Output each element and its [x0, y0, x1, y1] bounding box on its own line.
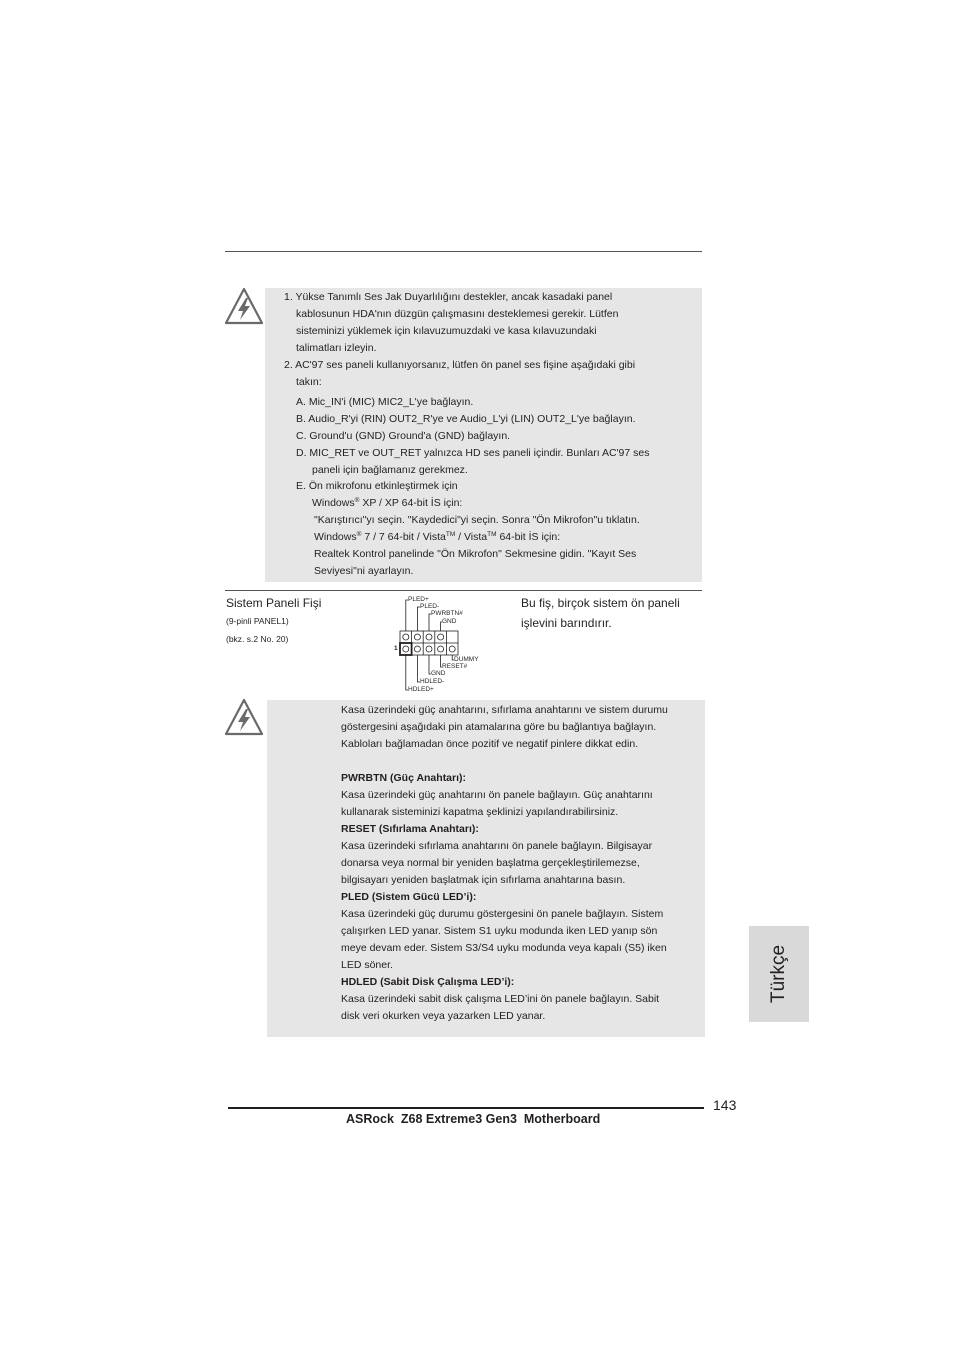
section-rule [225, 590, 702, 591]
note-line: kablosunun HDA'nın düzgün çalışmasını desteklemesi gerekir. Lütfen [296, 308, 619, 320]
header-id: (9-pinli PANEL1) [226, 616, 289, 626]
section-description: Bu fiş, birçok sistem ön paneli [521, 596, 680, 610]
note-line: B. Audio_R'yi (RIN) OUT2_R'ye ve Audio_L'yi (LIN) OUT2_L'ye bağlayın. [296, 413, 636, 425]
page-reference: (bkz. s.2 No. 20) [226, 634, 289, 644]
note-line: paneli için bağlamanız gerekmez. [312, 464, 468, 476]
pin-label-gnd-bottom: GND [431, 670, 446, 677]
product-name: ASRock Z68 Extreme3 Gen3 Motherboard [346, 1112, 601, 1126]
reset-heading: RESET (Sıfırlama Anahtarı): [341, 823, 479, 835]
note-line: A. Mic_IN'i (MIC) MIC2_L'ye bağlayın. [296, 396, 474, 408]
reset-line: donarsa veya normal bir yeniden başlatma gerçekleştirilemezse, [341, 857, 640, 869]
hdled-heading: HDLED (Sabit Disk Çalışma LED’i): [341, 976, 515, 988]
pin-label-hdled-minus: HDLED- [420, 678, 445, 685]
realtek-instruction: Seviyesi"ni ayarlayın. [314, 565, 414, 577]
intro-line: Kabloları bağlamadan önce pozitif ve negatif pinlere dikkat edin. [341, 738, 639, 750]
realtek-instruction: Realtek Kontrol panelinde "Ön Mikrofon" Sekmesine gidin. "Kayıt Ses [314, 548, 637, 560]
pwrbtn-line: kullanarak sisteminizi kapatma şeklinizi yapılandırabilirsiniz. [341, 806, 619, 818]
os-variant: / Vista [455, 531, 488, 543]
top-rule [225, 251, 702, 252]
note-line: C. Ground'u (GND) Ground'a (GND) bağlayın. [296, 430, 511, 442]
windows-xp-line [312, 497, 462, 510]
os-name: Windows [312, 497, 355, 509]
pled-line: Kasa üzerindeki güç durumu göstergesini ön panele bağlayın. Sistem [341, 908, 664, 920]
page-number: 143 [713, 1097, 737, 1113]
registered-mark: ® [356, 531, 362, 538]
hdled-line: disk veri okurken veya yazarken LED yanar. [341, 1010, 546, 1022]
footer-rule [228, 1107, 704, 1109]
pled-line: LED söner. [341, 959, 393, 971]
windows-7-line [314, 531, 560, 544]
pin-label-pled-minus: PLED- [420, 603, 440, 610]
trademark-mark: TM [445, 531, 456, 538]
os-name: Windows [314, 531, 357, 543]
pled-heading: PLED (Sistem Gücü LED’i): [341, 891, 477, 903]
pin-label-pled-plus: PLED+ [408, 596, 429, 603]
warning-icon [224, 698, 264, 736]
section-title: Sistem Paneli Fişi [226, 596, 322, 610]
hdled-line: Kasa üzerindeki sabit disk çalışma LED’ini ön panele bağlayın. Sabit [341, 993, 660, 1005]
pled-line: meye devam eder. Sistem S3/S4 uyku modunda veya kapalı (S5) iken [341, 942, 667, 954]
note-line: D. MIC_RET ve OUT_RET yalnızca HD ses paneli içindir. Bunları AC'97 ses [296, 447, 650, 459]
pin-label-hdled-plus: HDLED+ [408, 686, 434, 693]
section-description: işlevini barındırır. [521, 616, 612, 630]
trademark-mark: TM [487, 531, 497, 538]
pin-one-marker: 1 [394, 645, 398, 652]
registered-mark: ® [354, 497, 360, 504]
spacer [341, 753, 696, 770]
pin-label-reset: RESET# [442, 663, 468, 670]
pwrbtn-heading: PWRBTN (Güç Anahtarı): [341, 772, 467, 784]
pin-label-gnd-top: GND [442, 618, 457, 625]
pwrbtn-line: Kasa üzerindeki güç anahtarını ön panele bağlayın. Güç anahtarını [341, 789, 653, 801]
pin-label-pwrbtn: PWRBTN# [431, 610, 463, 617]
note-line: talimatları izleyin. [296, 342, 377, 354]
reset-line: Kasa üzerindeki sıfırlama anahtarını ön panele bağlayın. Bilgisayar [341, 840, 653, 852]
note-line: E. Ön mikrofonu etkinleştirmek için [296, 480, 458, 492]
os-variant: 64-bit İS için: [496, 531, 561, 543]
note-line: 1. Yükse Tanımlı Ses Jak Duyarlılığını destekler, ancak kasadaki panel [284, 291, 613, 303]
mixer-instruction: "Karıştırıcı"yı seçin. "Kaydedici"yi seçin. Sonra "Ön Mikrofon"u tıklatın. [314, 514, 640, 526]
intro-line: göstergesini aşağıdaki pin atamalarına göre bu bağlantıya bağlayın. [341, 721, 657, 733]
note-line: takın: [296, 376, 322, 388]
note-line: sisteminizi yüklemek için kılavuzumuzdaki ve kasa kılavuzundaki [296, 325, 597, 337]
warning-icon [224, 287, 264, 325]
language-tab-label: Türkçe [768, 944, 789, 1004]
os-variant: 7 / 7 64-bit / Vista [361, 531, 446, 543]
pled-line: çalışırken LED yanar. Sistem S1 uyku modunda iken LED yanıp sön [341, 925, 658, 937]
pin-label-dummy: DUMMY [454, 656, 479, 663]
language-tab[interactable] [749, 926, 809, 1022]
os-variant: XP / XP 64-bit İS için: [359, 497, 463, 509]
note-line: 2. AC'97 ses paneli kullanıyorsanız, lütfen ön panel ses fişine aşağıdaki gibi [284, 359, 636, 371]
panel-header-diagram [394, 594, 484, 694]
panel-note-text [341, 702, 696, 1025]
intro-line: Kasa üzerindeki güç anahtarını, sıfırlama anahtarını ve sistem durumu [341, 704, 668, 716]
reset-line: bilgisayarı yeniden başlatmak için sıfırlama anahtarına basın. [341, 874, 626, 886]
